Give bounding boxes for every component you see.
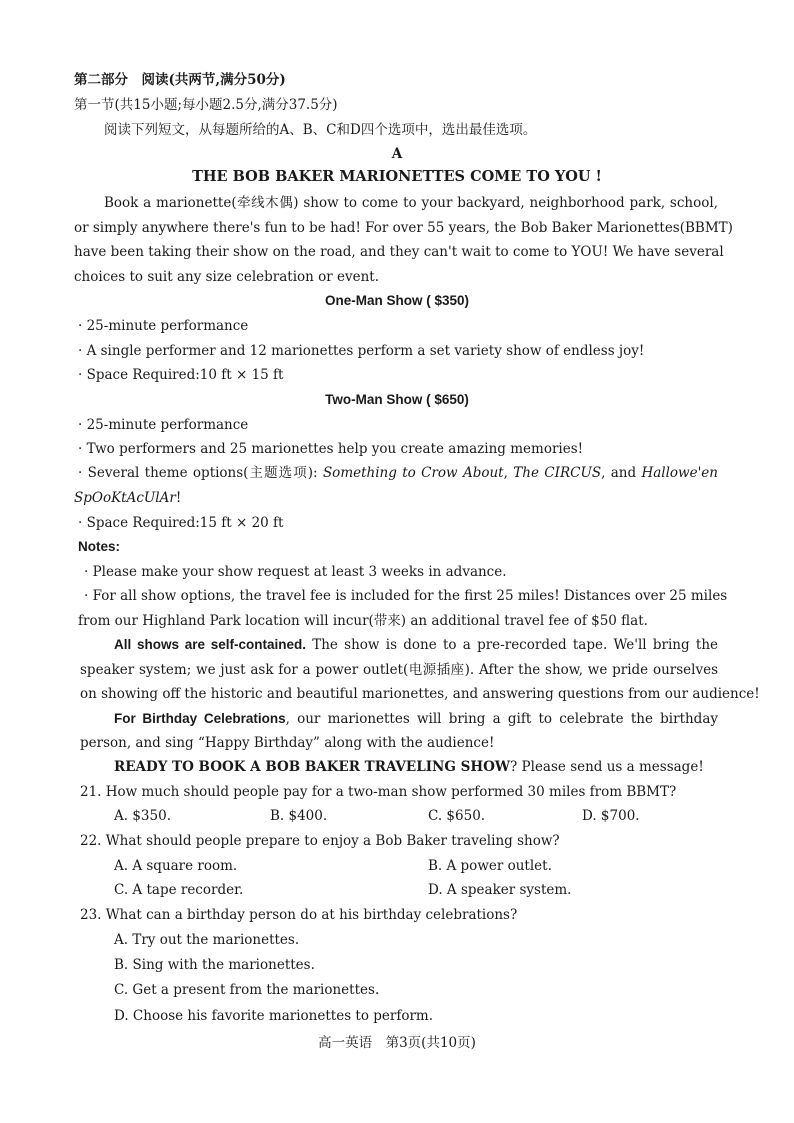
passage-label: A: [391, 146, 403, 162]
question-21-option-c[interactable]: C. $650.: [428, 808, 486, 824]
ready-lead: READY TO BOOK A BOB BAKER TRAVELING SHOW: [114, 759, 511, 775]
question-22-option-b[interactable]: B. A power outlet.: [428, 858, 552, 874]
theme-option: Hallowe'en: [641, 465, 718, 481]
question-23-option-b[interactable]: B. Sing with the marionettes.: [114, 957, 315, 973]
birthday-line-2: person, and sing “Happy Birthday” along with the audience!: [80, 735, 495, 751]
intro-line-3: have been taking their show on the road, and they can't wait to come to YOU! We have several: [74, 244, 724, 260]
self-contained-line-1: [114, 635, 718, 655]
question-23-option-c[interactable]: C. Get a present from the marionettes.: [114, 982, 380, 998]
passage-title: THE BOB BAKER MARIONETTES COME TO YOU !: [192, 168, 602, 185]
note-2-line-2: from our Highland Park location will incur(带来) an additional travel fee of $50 flat.: [78, 613, 648, 629]
theme-options-line: [78, 463, 718, 483]
ready-text: ? Please send us a message!: [510, 759, 704, 775]
self-contained-text: The show is done to a pre-recorded tape. We'll bring the: [305, 637, 719, 653]
question-21-stem: 21. How much should people pay for a two-man show performed 30 miles from BBMT?: [80, 784, 677, 800]
self-contained-lead: All shows are self-contained.: [114, 637, 306, 652]
theme-end: !: [175, 490, 182, 506]
theme-options-line-2: [74, 488, 181, 508]
note-1: · Please make your show request at least 3 weeks in advance.: [84, 564, 507, 580]
one-man-bullet: · A single performer and 12 marionettes perform a set variety show of endless joy!: [78, 343, 645, 359]
question-23-stem: 23. What can a birthday person do at his birthday celebrations?: [80, 907, 518, 923]
question-22-stem: 22. What should people prepare to enjoy a Bob Baker traveling show?: [80, 833, 560, 849]
theme-option: Something to Crow About: [322, 465, 504, 481]
two-man-space: · Space Required:15 ft × 20 ft: [78, 515, 284, 531]
self-contained-line-2: speaker system; we just ask for a power outlet(电源插座). After the show, we pride ourselves: [80, 662, 718, 678]
intro-line-4: choices to suit any size celebration or event.: [74, 269, 380, 285]
theme-options-prefix: · Several theme options(主题选项):: [78, 465, 323, 481]
part-title: 第二部分 阅读(共两节,满分50分): [74, 72, 286, 88]
two-man-bullet: · 25-minute performance: [78, 417, 249, 433]
one-man-heading: One-Man Show ( $350): [324, 293, 470, 308]
question-22-option-d[interactable]: D. A speaker system.: [428, 882, 572, 898]
instructions: 阅读下列短文，从每题所给的A、B、C和D四个选项中，选出最佳选项。: [104, 122, 537, 138]
self-contained-line-3: on showing off the historic and beautiful marionettes, and answering questions from our audience!: [80, 686, 760, 702]
page-footer: 高一英语 第3页(共10页): [318, 1035, 476, 1051]
note-2-line-1: · For all show options, the travel fee is included for the first 25 miles! Distances over 25 miles: [84, 588, 728, 604]
question-23-option-a[interactable]: A. Try out the marionettes.: [114, 932, 300, 948]
intro-line-1: Book a marionette(牵线木偶) show to come to your backyard, neighborhood park, school,: [104, 195, 718, 211]
two-man-bullet: · Two performers and 25 marionettes help you create amazing memories!: [78, 441, 584, 457]
question-21-option-b[interactable]: B. $400.: [270, 808, 328, 824]
one-man-bullet: · Space Required:10 ft × 15 ft: [78, 367, 284, 383]
birthday-lead: For Birthday Celebrations: [114, 711, 286, 726]
birthday-line-1: [114, 709, 718, 729]
two-man-heading: Two-Man Show ( $650): [325, 392, 469, 407]
question-23-option-d[interactable]: D. Choose his favorite marionettes to perform.: [114, 1008, 434, 1024]
theme-separator: , and: [601, 465, 642, 481]
question-22-option-c[interactable]: C. A tape recorder.: [114, 882, 244, 898]
theme-separator: ,: [503, 465, 514, 481]
theme-option: The CIRCUS: [513, 465, 602, 481]
theme-option: SpOoKtAcUlAr: [74, 490, 176, 506]
one-man-bullet: · 25-minute performance: [78, 318, 249, 334]
section-title: 第一节(共15小题;每小题2.5分,满分37.5分): [74, 97, 338, 113]
notes-label: Notes:: [78, 539, 121, 554]
question-21-option-a[interactable]: A. $350.: [114, 808, 171, 824]
question-22-option-a[interactable]: A. A square room.: [114, 858, 238, 874]
intro-line-2: or simply anywhere there's fun to be had! For over 55 years, the Bob Baker Marionettes(BBMT): [74, 220, 733, 236]
ready-line: [114, 757, 704, 777]
question-21-option-d[interactable]: D. $700.: [582, 808, 640, 824]
birthday-text: , our marionettes will bring a gift to celebrate the birthday: [285, 711, 719, 727]
